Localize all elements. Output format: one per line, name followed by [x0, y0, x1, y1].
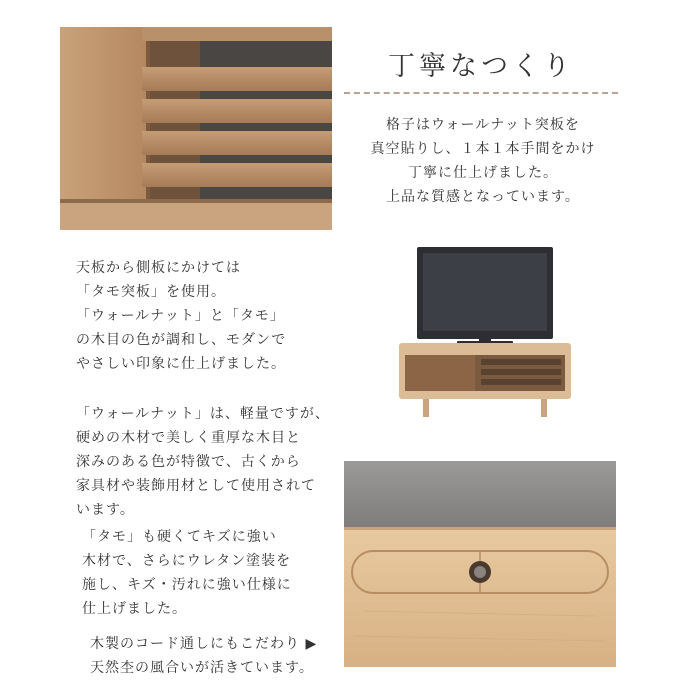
- tv-board-illustration: [395, 243, 575, 418]
- text-line: 上品な質感となっています。: [386, 189, 580, 205]
- lattice-closeup-photo: [60, 27, 332, 230]
- walnut-description: [76, 402, 330, 522]
- text-line: 「ウォールナット」は、軽量ですが、: [76, 406, 330, 422]
- text-line: 丁寧に仕上げました。: [408, 165, 558, 181]
- text-line: います。: [76, 502, 135, 518]
- cord-hole-illustration: [344, 461, 616, 667]
- text-line: 真空貼りし、１本１本手間をかけ: [370, 141, 596, 157]
- text-line: 木材で、さらにウレタン塗装を: [82, 553, 292, 569]
- text-line: 仕上げました。: [82, 601, 187, 617]
- tv-board-photo: [395, 243, 575, 418]
- section-heading: 丁寧なつくり: [388, 51, 574, 82]
- text-line: 深みのある色が特徴で、古くから: [76, 454, 301, 470]
- heading-divider: [344, 92, 618, 94]
- tamo-veneer-description: [76, 256, 286, 376]
- text-line: 「ウォールナット」と「タモ」: [76, 308, 285, 324]
- text-line: 天然杢の風合いが活きています。: [90, 660, 314, 676]
- text-line: やさしい印象に仕上げました。: [76, 356, 286, 372]
- text-line: 格子はウォールナット突板を: [386, 117, 580, 133]
- text-line: 天板から側板にかけては: [76, 260, 241, 276]
- text-line: 家具材や装飾用材として使用されて: [76, 478, 316, 494]
- text-line: の木目の色が調和し、モダンで: [76, 332, 287, 348]
- text-line: 「タモ突板」を使用。: [76, 284, 226, 300]
- cord-hole-caption: [90, 632, 317, 680]
- lattice-closeup-illustration: [60, 27, 332, 230]
- text-line: 「タモ」も硬くてキズに強い: [82, 529, 277, 545]
- lattice-description: [350, 113, 616, 209]
- cord-hole-photo: [344, 461, 616, 667]
- text-line: 施し、キズ・汚れに強い仕様に: [82, 577, 292, 593]
- tamo-description: [82, 525, 292, 621]
- text-line: 木製のコード通しにもこだわり ▶: [90, 636, 318, 652]
- text-line: 硬めの木材で美しく重厚な木目と: [76, 430, 301, 446]
